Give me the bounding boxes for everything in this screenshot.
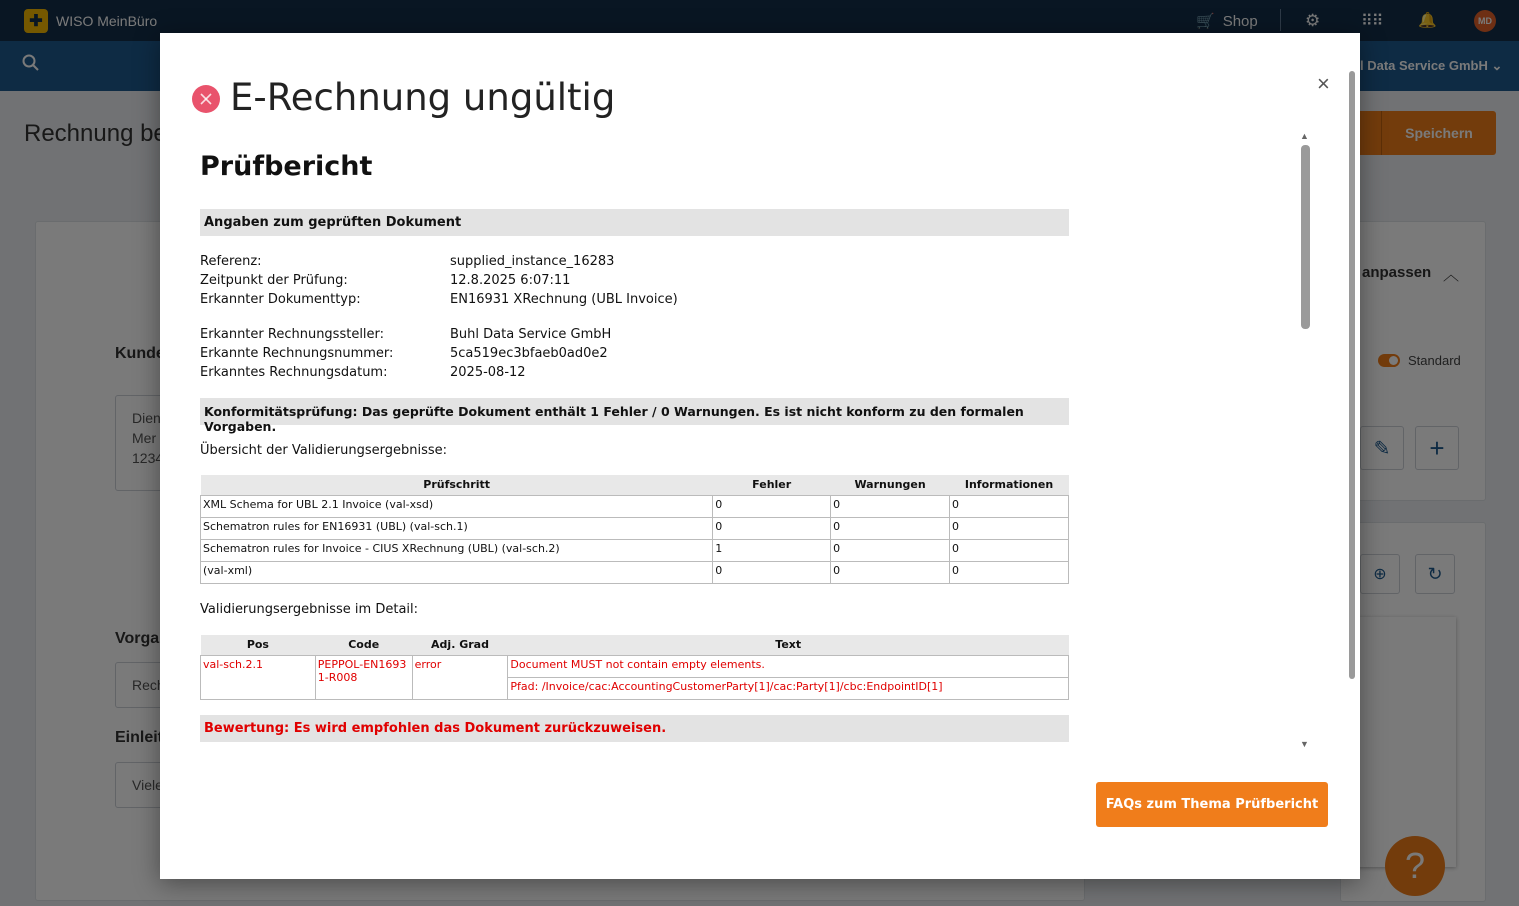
table-cell: 0 xyxy=(950,561,1069,583)
column-header: Informationen xyxy=(950,475,1069,495)
table-cell: (val-xml) xyxy=(201,561,713,583)
column-header: Warnungen xyxy=(831,475,950,495)
table-cell: 0 xyxy=(713,517,831,539)
table-cell: 0 xyxy=(713,495,831,517)
table-cell: Schematron rules for Invoice - CIUS XRechnung (UBL) (val-sch.2) xyxy=(201,539,713,561)
overview-label: Übersicht der Validierungsergebnisse: xyxy=(200,443,448,458)
table-cell: 0 xyxy=(950,539,1069,561)
table-cell: 0 xyxy=(713,561,831,583)
column-header: Fehler xyxy=(713,475,831,495)
column-header: Pos xyxy=(201,635,316,655)
scroll-down-arrow-icon[interactable]: ▼ xyxy=(1300,739,1309,749)
pos-cell: val-sch.2.1 xyxy=(201,655,316,699)
info-value: 12.8.2025 6:07:11 xyxy=(450,273,571,288)
table-cell: 1 xyxy=(713,539,831,561)
table-cell: 0 xyxy=(950,517,1069,539)
column-header: Text xyxy=(508,635,1069,655)
text-cell: Document MUST not contain empty elements. xyxy=(508,655,1069,677)
table-row xyxy=(201,495,1069,517)
info-key: Erkannter Rechnungssteller: xyxy=(200,327,385,342)
info-key: Zeitpunkt der Prüfung: xyxy=(200,273,348,288)
grad-cell: error xyxy=(412,655,508,699)
report-scrollbar[interactable] xyxy=(1301,145,1310,329)
table-row xyxy=(201,517,1069,539)
e-invoice-invalid-dialog xyxy=(160,33,1360,879)
info-value: Buhl Data Service GmbH xyxy=(450,327,612,342)
table-header-row xyxy=(201,635,1069,655)
assessment-header: Bewertung: Es wird empfohlen das Dokument zurückzuweisen. xyxy=(200,715,1069,742)
table-cell: 0 xyxy=(831,517,950,539)
error-icon xyxy=(192,85,220,113)
faq-button[interactable]: FAQs zum Thema Prüfbericht xyxy=(1096,782,1328,827)
detail-label: Validierungsergebnisse im Detail: xyxy=(200,602,419,617)
table-row xyxy=(201,655,1069,677)
path-cell: Pfad: /Invoice/cac:AccountingCustomerParty[1]/cac:Party[1]/cbc:EndpointID[1] xyxy=(508,677,1069,699)
conformity-header: Konformitätsprüfung: Das geprüfte Dokument enthält 1 Fehler / 0 Warnungen. Es ist nicht konform zu den formalen Vorgaben. xyxy=(200,398,1069,425)
info-key: Erkannte Rechnungsnummer: xyxy=(200,346,394,361)
info-key: Erkannter Dokumenttyp: xyxy=(200,292,361,307)
table-cell: 0 xyxy=(831,539,950,561)
info-value: 5ca519ec3bfaeb0ad0e2 xyxy=(450,346,608,361)
table-cell: Schematron rules for EN16931 (UBL) (val-sch.1) xyxy=(201,517,713,539)
dialog-title: E-Rechnung ungültig xyxy=(230,76,616,119)
column-header: Adj. Grad xyxy=(412,635,508,655)
column-header: Code xyxy=(315,635,412,655)
table-cell: 0 xyxy=(831,561,950,583)
info-key: Erkanntes Rechnungsdatum: xyxy=(200,365,388,380)
close-icon[interactable]: × xyxy=(1317,71,1330,96)
scroll-up-arrow-icon[interactable]: ▲ xyxy=(1300,131,1309,141)
table-cell: XML Schema for UBL 2.1 Invoice (val-xsd) xyxy=(201,495,713,517)
table-cell: 0 xyxy=(950,495,1069,517)
overview-table xyxy=(200,475,1069,584)
info-value: supplied_instance_16283 xyxy=(450,254,615,269)
table-row xyxy=(201,539,1069,561)
table-row xyxy=(201,561,1069,583)
report-heading: Prüfbericht xyxy=(200,151,373,182)
code-cell: PEPPOL-EN16931-R008 xyxy=(315,655,412,699)
table-cell: 0 xyxy=(831,495,950,517)
info-value: 2025-08-12 xyxy=(450,365,526,380)
table-header-row xyxy=(201,475,1069,495)
dialog-scrollbar[interactable] xyxy=(1349,71,1355,679)
info-value: EN16931 XRechnung (UBL Invoice) xyxy=(450,292,678,307)
column-header: Prüfschritt xyxy=(201,475,713,495)
document-info-header: Angaben zum geprüften Dokument xyxy=(200,209,1069,236)
info-key: Referenz: xyxy=(200,254,262,269)
detail-table xyxy=(200,635,1069,700)
validation-report xyxy=(200,125,1300,753)
